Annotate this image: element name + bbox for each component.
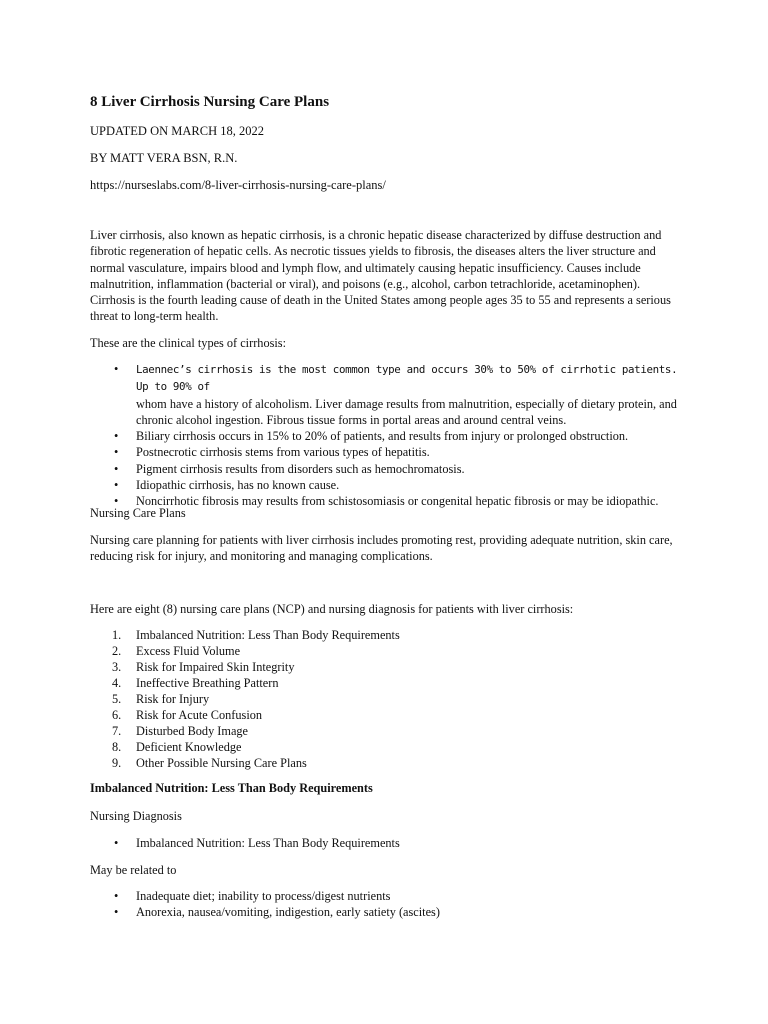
list-item-text: Other Possible Nursing Care Plans [136,756,307,770]
bullet-icon: • [114,905,119,920]
diagnosis-list [90,835,680,851]
updated-date: UPDATED ON MARCH 18, 2022 [90,124,264,138]
list-item-text: Risk for Acute Confusion [136,708,263,722]
laennec-first-line: Laennec’s cirrhosis is the most common type and occurs 30% to 50% of cirrhotic patients. Up to 90% of [136,363,678,394]
cirrhosis-types-list [90,361,680,510]
bullet-icon: • [114,478,119,493]
ncp-paragraph: Nursing care planning for patients with liver cirrhosis includes promoting rest, providing adequate nutrition, skin care, reducing risk for injury, and monitoring and managing complications. [90,533,673,564]
bullet-icon: • [114,362,119,376]
types-intro: These are the clinical types of cirrhosis: [90,336,286,350]
bullet-icon: • [114,445,119,460]
list-item-text: Inadequate diet; inability to process/digest nutrients [136,889,391,903]
ncp-heading: Nursing Care Plans [90,506,186,520]
bullet-icon: • [114,461,119,476]
list-item-text: Noncirrhotic fibrosis may results from schistosomiasis or congenital hepatic fibrosis or may be idiopathic. [136,494,659,509]
list-item: 4. Ineffective Breathing Pattern [112,676,279,690]
list-item-text: Idiopathic cirrhosis, has no known cause. [136,478,340,493]
laennec-rest: whom have a history of alcoholism. Liver damage results from malnutrition, especially of dietary protein, and chronic alcohol ingestion. Fibrous tissue forms in portal areas and around central veins. [136,396,677,427]
list-item: 2. Excess Fluid Volume [112,644,241,658]
list-item-text: Pigment cirrhosis results from disorders such as hemochromatosis. [136,461,465,476]
related-label: May be related to [90,863,177,877]
list-item: 5. Risk for Injury [112,692,210,706]
list-item-text: Disturbed Body Image [136,724,249,738]
intro-paragraph: Liver cirrhosis, also known as hepatic cirrhosis, is a chronic hepatic disease characterized by diffuse destruction and fibrotic regeneration of hepatic cells. As necrotic tissues yields to fibrosis, the diseases alters the liver structure and normal vasculature, impairs blood and lymph flow, and ultimately causing hepatic insufficiency. Causes include malnutrition, inflammation (bacterial or viral), and poisons (e.g., alcohol, carbon tetrachloride, acetaminophen). Cirrhosis is the fourth leading cause of death in the United States among people ages 35 to 55 and represents a serious threat to long-term health. [90,228,671,324]
list-item: 7. Disturbed Body Image [112,724,249,738]
list-item [90,904,680,920]
list-item-text: Postnecrotic cirrhosis stems from various types of hepatitis. [136,445,430,460]
document-title: 8 Liver Cirrhosis Nursing Care Plans [90,94,330,110]
list-item [90,428,680,444]
nursing-diagnosis-label: Nursing Diagnosis [90,809,182,823]
bullet-icon: • [114,889,119,903]
list-item [90,888,680,904]
care-plans-list [90,627,680,771]
list-item-text: Deficient Knowledge [136,740,242,754]
list-item: 6. Risk for Acute Confusion [112,708,263,722]
list-item-text: Excess Fluid Volume [136,644,241,658]
related-list [90,888,680,921]
bullet-icon: • [114,836,119,850]
list-item-text: Ineffective Breathing Pattern [136,676,279,690]
section-heading: Imbalanced Nutrition: Less Than Body Requirements [90,781,373,795]
list-item: 3. Risk for Impaired Skin Integrity [112,660,295,674]
list-item [90,835,680,851]
bullet-icon: • [114,494,119,509]
list-item: 8. Deficient Knowledge [112,740,242,754]
list-item-text: Anorexia, nausea/vomiting, indigestion, early satiety (ascites) [136,905,440,920]
list-item-text: Risk for Impaired Skin Integrity [136,660,295,674]
list-item [90,444,680,460]
plans-intro: Here are eight (8) nursing care plans (NCP) and nursing diagnosis for patients with liver cirrhosis: [90,602,574,616]
list-item [90,461,680,477]
list-item: 9. Other Possible Nursing Care Plans [112,756,307,770]
list-item-text: Biliary cirrhosis occurs in 15% to 20% of patients, and results from injury or prolonged obstruction. [136,429,629,444]
list-item [90,361,680,428]
list-item-text: Imbalanced Nutrition: Less Than Body Requirements [136,836,400,850]
list-item: 1. Imbalanced Nutrition: Less Than Body Requirements [112,628,400,642]
list-item-text: Risk for Injury [136,692,210,706]
source-url: https://nurseslabs.com/8-liver-cirrhosis-nursing-care-plans/ [90,178,386,192]
bullet-icon: • [114,429,119,444]
list-item [90,477,680,493]
list-item-text: Imbalanced Nutrition: Less Than Body Requirements [136,628,400,642]
author-byline: BY MATT VERA BSN, R.N. [90,151,238,165]
